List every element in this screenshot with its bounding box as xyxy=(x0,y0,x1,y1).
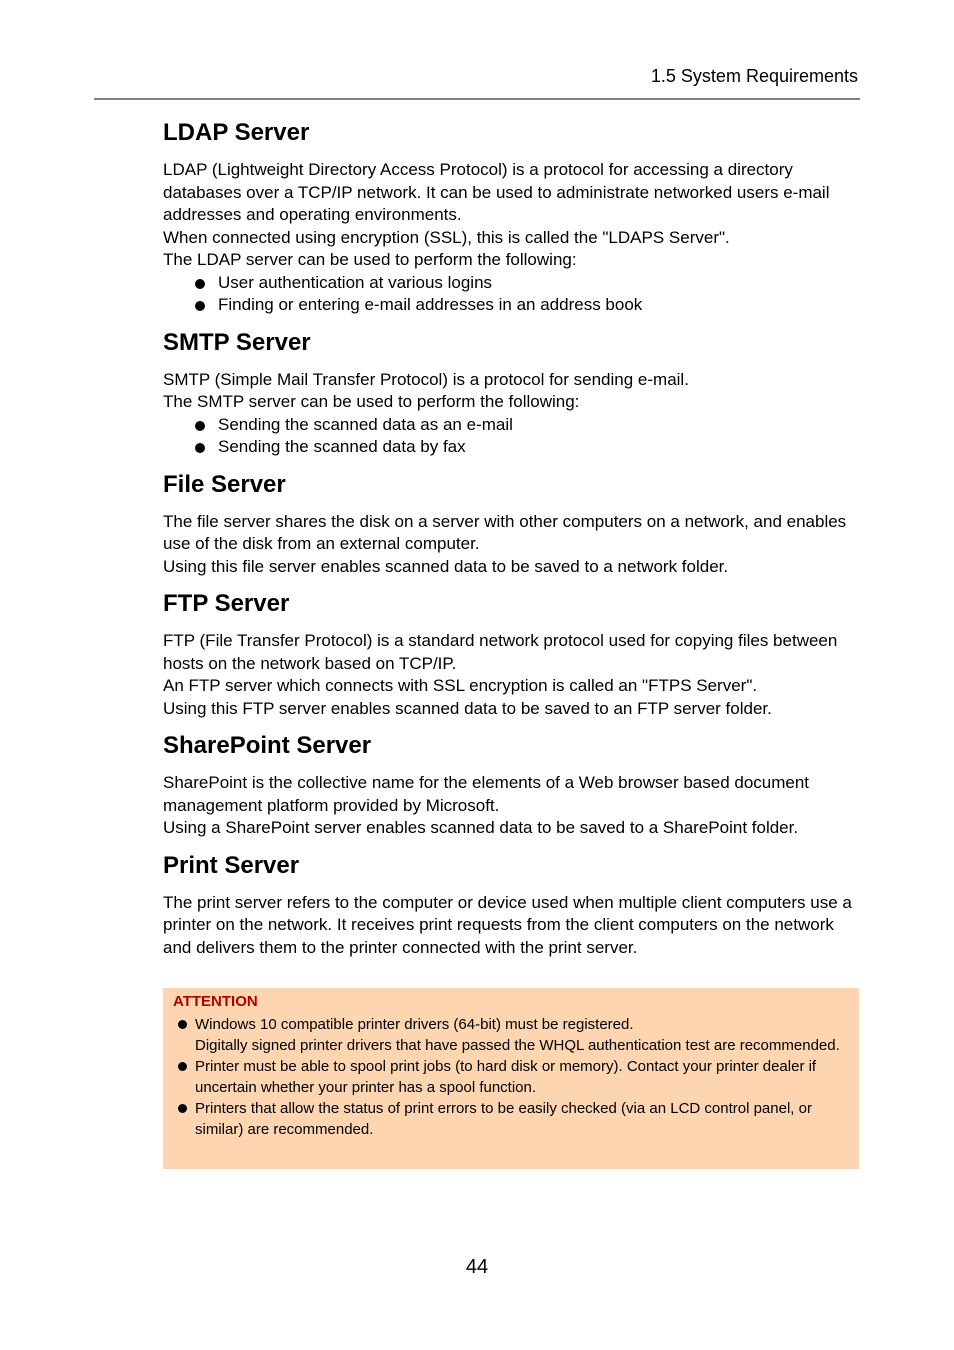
section-ftp-server xyxy=(163,587,863,720)
paragraph: The file server shares the disk on a server with other computers on a network, and enables use of the disk from an external computer. xyxy=(163,511,847,553)
attention-title: ATTENTION xyxy=(173,993,258,1010)
section-title: FTP Server xyxy=(163,590,290,617)
attention-item xyxy=(173,1098,849,1140)
paragraph: The SMTP server can be used to perform the following: xyxy=(163,392,580,411)
section-title: SharePoint Server xyxy=(163,732,372,759)
list-item: Sending the scanned data as an e-mail xyxy=(193,414,863,437)
main-content xyxy=(163,116,863,968)
section-print-server xyxy=(163,849,863,960)
attention-item xyxy=(173,1014,849,1056)
list-item: Sending the scanned data by fax xyxy=(193,436,863,459)
header-divider xyxy=(94,98,860,100)
section-smtp-server xyxy=(163,326,863,459)
bullet-list xyxy=(163,414,863,459)
section-title: SMTP Server xyxy=(163,328,311,356)
bullet-list xyxy=(163,272,863,317)
paragraph: Using a SharePoint server enables scanned data to be saved to a SharePoint folder. xyxy=(163,818,799,837)
paragraph: The LDAP server can be used to perform the following: xyxy=(163,250,577,269)
attention-item-text: Printers that allow the status of print errors to be easily checked (via an LCD control panel, or similar) are recommended. xyxy=(195,1100,812,1138)
section-title: Print Server xyxy=(163,851,300,879)
attention-item-text: Windows 10 compatible printer drivers (64-bit) must be registered. xyxy=(195,1016,634,1033)
section-sharepoint-server xyxy=(163,729,863,840)
attention-item-text: Printer must be able to spool print jobs (to hard disk or memory). Contact your printer dealer if uncertain whether your printer has a spool function. xyxy=(195,1058,817,1096)
section-ldap-server xyxy=(163,116,863,317)
running-header: 1.5 System Requirements xyxy=(650,66,858,86)
paragraph: Using this file server enables scanned data to be saved to a network folder. xyxy=(163,556,729,576)
attention-box xyxy=(163,988,859,1169)
paragraph: The print server refers to the computer or device used when multiple client computers use a printer on the network. It receives print requests from the client computers on the network and delivers them to the printer connected with the print server. xyxy=(163,892,852,957)
attention-item-text: Digitally signed printer drivers that have passed the WHQL authentication test are recommended. xyxy=(195,1037,840,1054)
section-title: File Server xyxy=(163,470,286,498)
paragraph: SharePoint is the collective name for the elements of a Web browser based document management platform provided by Microsoft. xyxy=(163,773,810,815)
paragraph: LDAP (Lightweight Directory Access Protocol) is a protocol for accessing a directory databases over a TCP/IP network. It can be used to administrate networked users e-mail addresses and operating environments. xyxy=(163,160,830,224)
paragraph: SMTP (Simple Mail Transfer Protocol) is a protocol for sending e-mail. xyxy=(163,369,689,389)
paragraph: When connected using encryption (SSL), this is called the "LDAPS Server". xyxy=(163,227,730,247)
list-item: Finding or entering e-mail addresses in an address book xyxy=(193,294,863,317)
attention-item xyxy=(173,1056,849,1098)
paragraph: An FTP server which connects with SSL encryption is called an "FTPS Server". xyxy=(163,676,758,695)
page-number: 44 xyxy=(465,1256,489,1278)
section-file-server xyxy=(163,468,863,579)
section-title: LDAP Server xyxy=(163,119,310,146)
attention-list xyxy=(173,1014,849,1140)
paragraph: Using this FTP server enables scanned data to be saved to an FTP server folder. xyxy=(163,698,772,718)
paragraph: FTP (File Transfer Protocol) is a standard network protocol used for copying files between hosts on the network based on TCP/IP. xyxy=(163,631,838,673)
list-item: User authentication at various logins xyxy=(193,272,863,295)
